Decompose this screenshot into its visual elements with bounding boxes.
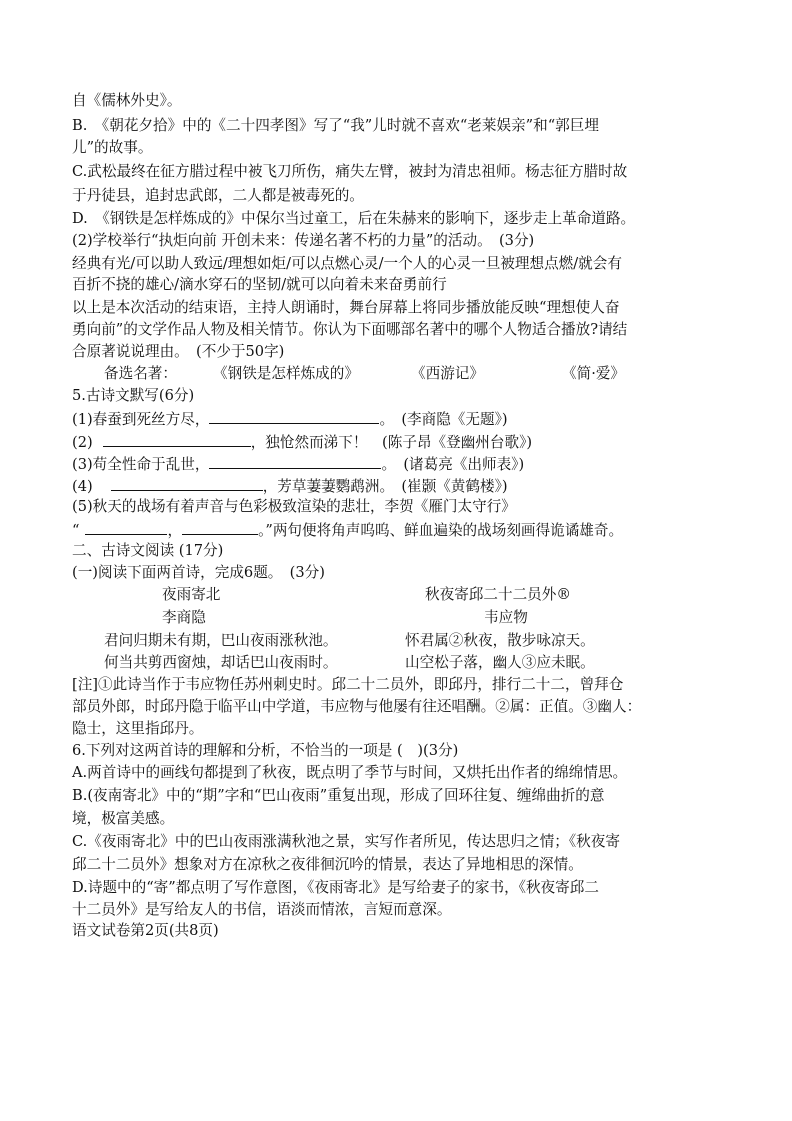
q6-option-c: C.《夜雨寄北》中的巴山夜雨涨满秋池之景，实写作者所见，传达思归之情；《秋夜寄 [72, 833, 620, 850]
question-6-stem: 6.下列对这两首诗的理解和分析，不恰当的一项是 ( )(3分) [72, 742, 459, 759]
reading-instruction: (一)阅读下面两首诗，完成6题。 (3分) [72, 564, 325, 581]
poem2-line2: 山空松子落，幽人③应未眠。 [405, 654, 595, 671]
text-line: 百折不挠的雄心/滴水穿石的坚韧/就可以向着未来奋勇前行 [72, 276, 447, 293]
text-line: 十二员外》是写给友人的书信，语淡而情浓，言短而意深。 [72, 901, 452, 918]
answer-blank[interactable] [209, 408, 379, 424]
answer-blank[interactable] [103, 431, 251, 447]
q6-option-b: B.(夜南寄北》中的“期”字和“巴山夜雨”重复出现，形成了回环往复、缠绵曲折的意 [72, 787, 605, 804]
recite-4-source: ，芳草萋萋鹦鹉洲。 (崔颢《黄鹤楼》) [262, 478, 508, 495]
recite-5-blanks-line [72, 519, 623, 541]
recite-4-prompt: (4) [72, 478, 93, 495]
recite-1-line [72, 408, 508, 430]
recite-5-line: (5)秋天的战场有着声音与色彩极致渲染的悲壮，李贺《雁门太守行》 [72, 498, 516, 515]
comma: ， [167, 522, 183, 539]
book-option-jane-eyre: 《简·爱》 [562, 365, 626, 382]
poem1-author: 李商隐 [162, 609, 206, 626]
answer-blank[interactable] [209, 453, 381, 469]
q6-option-a: A.两首诗中的画线句都提到了秋夜，既点明了季节与时间，又烘托出作者的绵绵情思。 [72, 764, 628, 781]
text-line: 合原著说说理由。 (不少于50字) [72, 343, 285, 360]
option-b-line: B. 《朝花夕拾》中的《二十四孝图》写了“我”儿时就不喜欢“老莱娱亲”和“郭巨埋 [72, 117, 599, 134]
text-line: 经典有光/可以助人致远/理想如炬/可以点燃心灵/一个人的心灵一旦被理想点燃/就会有 [72, 255, 622, 272]
recite-4-line [72, 475, 508, 497]
text-line: 境，极富美感。 [72, 810, 175, 827]
text-line: 邱二十二员外》想象对方在凉秋之夜徘徊沉吟的情景，表达了异地相思的深情。 [72, 856, 583, 873]
recite-3-prompt: (3)苟全性命于乱世， [72, 456, 210, 473]
recite-3-line [72, 453, 524, 475]
recite-5-tail: 。”两句便将角声呜呜、鲜血遍染的战场刻画得诡谲雄奇。 [258, 522, 624, 539]
poem2-line1: 怀君属②秋夜，散步咏凉天。 [405, 632, 595, 649]
text-line: 自《儒林外史》。 [72, 92, 182, 109]
poem1-line1: 君问归期未有期，巴山夜雨涨秋池。 [104, 632, 338, 649]
page-footer: 语文试卷第2页(共8页) [72, 922, 219, 939]
option-c-line: C.武松最终在征方腊过程中被飞刀所伤，痛失左臂，被封为清忠祖师。杨志征方腊时故 [72, 163, 628, 180]
recite-1-source: 。 (李商隐《无题》) [379, 411, 508, 428]
poem2-title: 秋夜寄邱二十二员外® [425, 586, 571, 603]
question-2-line: (2)学校举行“执炬向前 开创未来：传递名著不朽的力量”的活动。 (3分) [72, 232, 535, 249]
section-5-heading: 5.古诗文默写(6分) [72, 387, 195, 404]
q6-option-d: D.诗题中的“寄”都点明了写作意图，《夜雨寄北》是写给妻子的家书，《秋夜寄邱二 [72, 879, 599, 896]
text-line: 勇向前”的文学作品人物及相关情节。你认为下面哪部名著中的哪个人物适合播放?请结 [72, 321, 628, 338]
recite-2-line [72, 431, 532, 453]
option-d-line: D. 《钢铁是怎样炼成的》中保尔当过童工，后在朱赫来的影响下，逐步走上革命道路。 [72, 210, 636, 227]
answer-blank[interactable] [182, 519, 258, 535]
recite-3-source: 。 (诸葛亮《出师表》) [381, 456, 525, 473]
answer-blank[interactable] [85, 519, 167, 535]
recite-2-prompt: (2) [72, 434, 93, 451]
text-line: 以上是本次活动的结束语，主持人朗诵时，舞台屏幕上将同步播放能反映“理想使人奋 [72, 299, 620, 316]
note-line: 部员外郎，时邱丹隐于临平山中学道，韦应物与他屡有往还唱酬。②属：正值。③幽人： [72, 698, 642, 715]
note-line: 隐士，这里指邱丹。 [72, 720, 204, 737]
note-line: [注]①此诗当作于韦应物任苏州刺史时。邱二十二员外，即邱丹，排行二十二，曾拜仓 [72, 676, 624, 693]
recite-2-source: ，独怆然而涕下！ (陈子昂《登幽州台歌》) [250, 434, 533, 451]
answer-blank[interactable] [111, 475, 263, 491]
text-line: 于丹徒县，追封忠武郎，二人都是被毒死的。 [72, 187, 364, 204]
book-option-journey-west: 《西游记》 [411, 365, 484, 382]
poem1-title: 夜雨寄北 [162, 586, 221, 603]
candidate-books-label: 备选名著： [104, 365, 177, 382]
book-option-steel: 《钢铁是怎样炼成的》 [213, 365, 359, 382]
recite-1-prompt: (1)春蚕到死丝方尽， [72, 411, 210, 428]
section-2-heading: 二、古诗文阅读 (17分) [72, 542, 224, 559]
poem1-line2: 何当共剪西窗烛，却话巴山夜雨时。 [104, 654, 338, 671]
text-line: 儿”的故事。 [72, 139, 153, 156]
open-quote: “ [72, 522, 80, 539]
poem2-author: 韦应物 [484, 609, 528, 626]
